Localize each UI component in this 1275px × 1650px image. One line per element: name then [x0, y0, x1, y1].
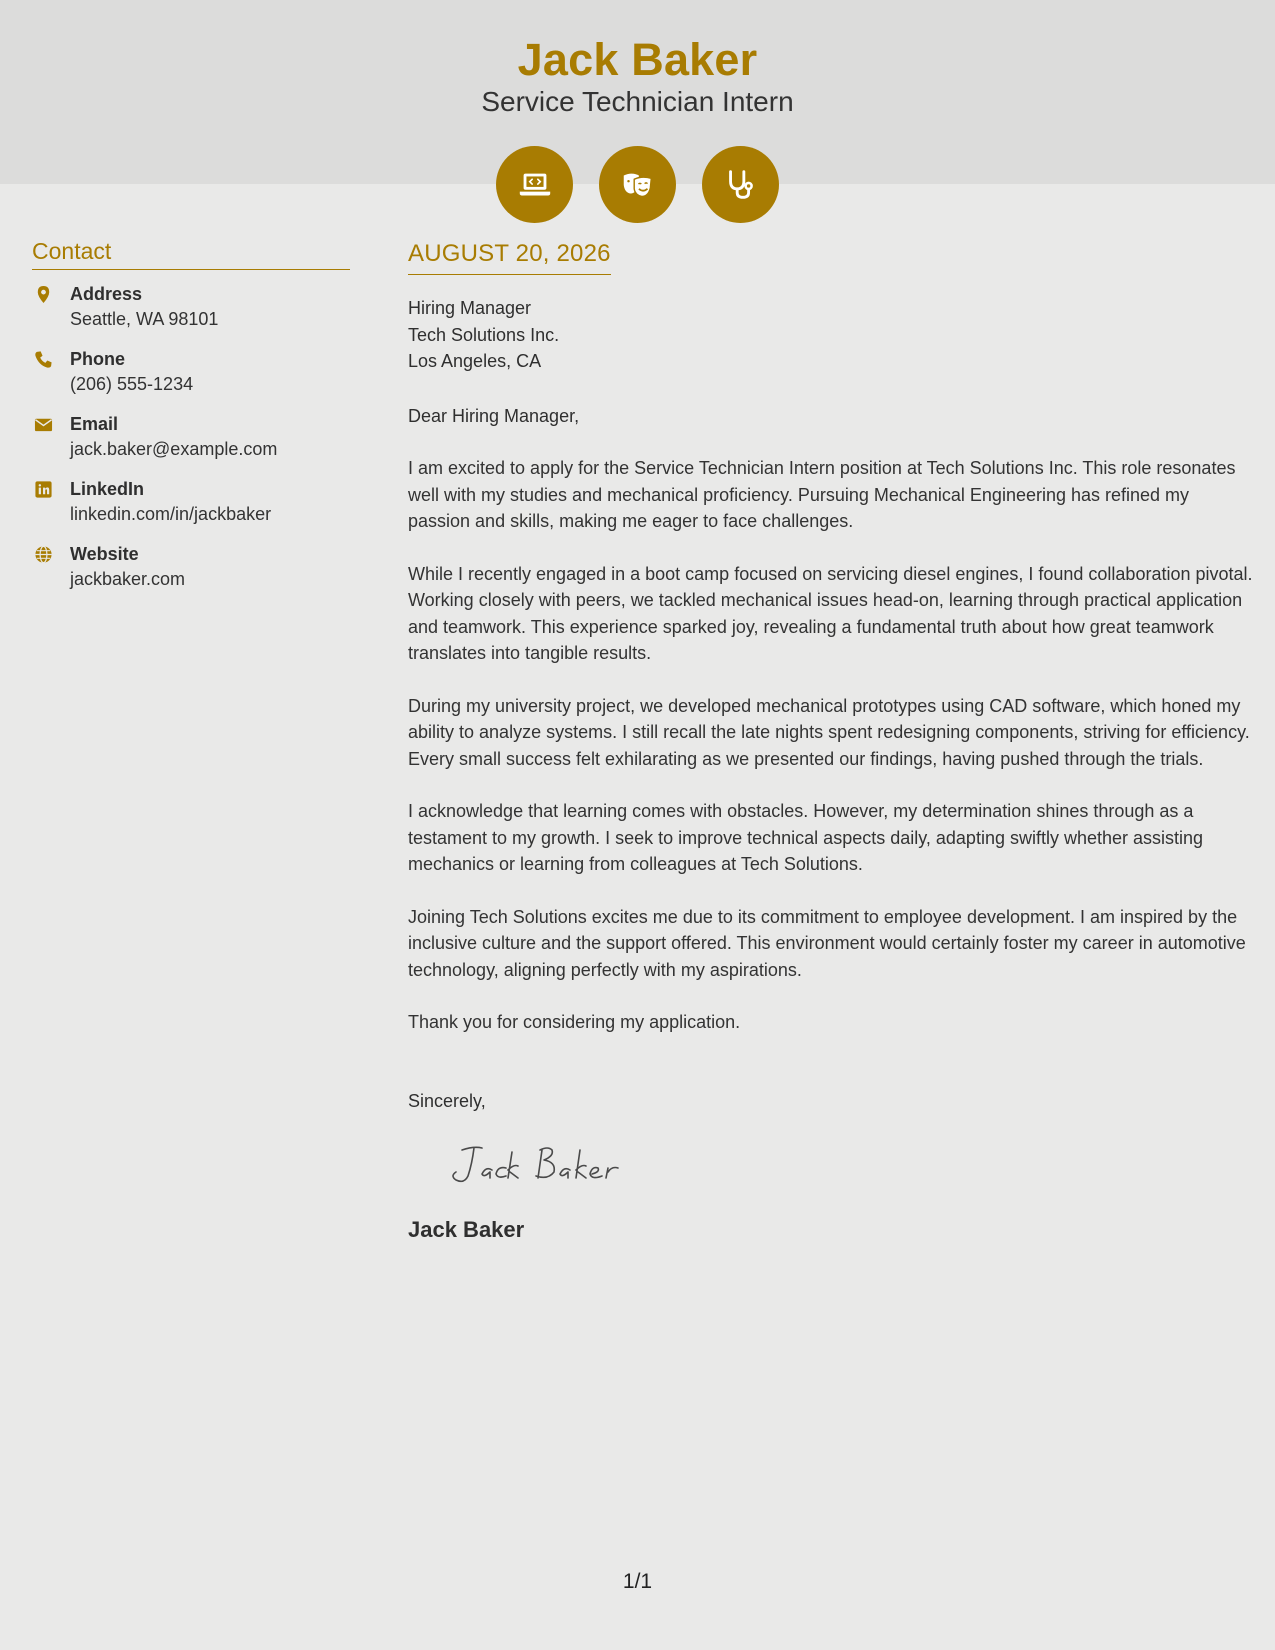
page-number: 1/1 [622, 1570, 653, 1593]
letter-body [408, 240, 1253, 1243]
contact-email [32, 412, 350, 462]
map-pin-icon [32, 282, 70, 332]
signer-name: Jack Baker [408, 1217, 525, 1242]
recipient-line: Tech Solutions Inc. [408, 324, 560, 345]
recipient-line: Hiring Manager [408, 298, 532, 318]
job-title: Service Technician Intern [481, 86, 794, 117]
contact-value: Seattle, WA 98101 [70, 309, 219, 329]
paragraph: I am excited to apply for the Service Technician Intern position at Tech Solutions Inc. This role resonates well with my studies and mechanical proficiency. Pursuing Mechanical Engineering has refined my passion and skills, making me eager to face challenges. [408, 458, 1236, 531]
linkedin-icon [32, 477, 70, 527]
salutation: Dear Hiring Manager, [408, 405, 580, 426]
contact-label: Phone [70, 349, 126, 369]
applicant-name: Jack Baker [517, 34, 758, 85]
paragraph: Thank you for considering my application. [408, 1012, 741, 1032]
contact-label: Website [70, 544, 139, 564]
recipient-line: Los Angeles, CA [408, 351, 542, 371]
paragraph: While I recently engaged in a boot camp focused on servicing diesel engines, I found collaboration pivotal. Working closely with peers, we tackled mechanical issues head-on, learning through practical application and teamwork. This experience sparked joy, revealing a fundamental truth about how great teamwork translates into tangible results. [408, 563, 1253, 663]
contact-label: Email [70, 414, 119, 434]
contact-value[interactable]: linkedin.com/in/jackbaker [70, 504, 272, 524]
signature-image [444, 1134, 644, 1194]
laptop-code-icon [496, 146, 573, 223]
contact-heading: Contact [32, 238, 350, 270]
contact-sidebar [32, 238, 350, 607]
contact-label: Address [70, 284, 143, 304]
paragraph: During my university project, we developed mechanical prototypes using CAD software, which honed my ability to analyze systems. I still recall the late nights spent redesigning components, striving for efficiency. Every small success felt exhilarating as we presented our findings, having pushed through the trials. [408, 695, 1250, 769]
paragraph: Joining Tech Solutions excites me due to its commitment to employee development. I am inspired by the inclusive culture and the support offered. This environment would certainly foster my career in automotive technology, aligning perfectly with my aspirations. [408, 906, 1246, 980]
globe-icon [32, 542, 70, 592]
letter-date: AUGUST 20, 2026 [408, 240, 611, 275]
contact-value[interactable]: jackbaker.com [70, 569, 186, 589]
contact-website [32, 542, 350, 592]
contact-linkedin [32, 477, 350, 527]
contact-phone [32, 347, 350, 397]
header-icons [496, 146, 779, 223]
contact-address [32, 282, 350, 332]
closing: Sincerely, [408, 1090, 486, 1111]
paragraph: I acknowledge that learning comes with obstacles. However, my determination shines through as a testament to my growth. I seek to improve technical aspects daily, adapting swiftly whether assisting mechanics or learning from colleagues at Tech Solutions. [408, 801, 1204, 874]
recipient-block [408, 295, 1253, 375]
stethoscope-icon [702, 146, 779, 223]
contact-value[interactable]: jack.baker@example.com [70, 439, 278, 459]
contact-label: LinkedIn [70, 479, 145, 499]
envelope-icon [32, 412, 70, 462]
contact-list [32, 282, 350, 592]
phone-icon [32, 347, 70, 397]
contact-value: (206) 555-1234 [70, 374, 194, 394]
theater-masks-icon [599, 146, 676, 223]
